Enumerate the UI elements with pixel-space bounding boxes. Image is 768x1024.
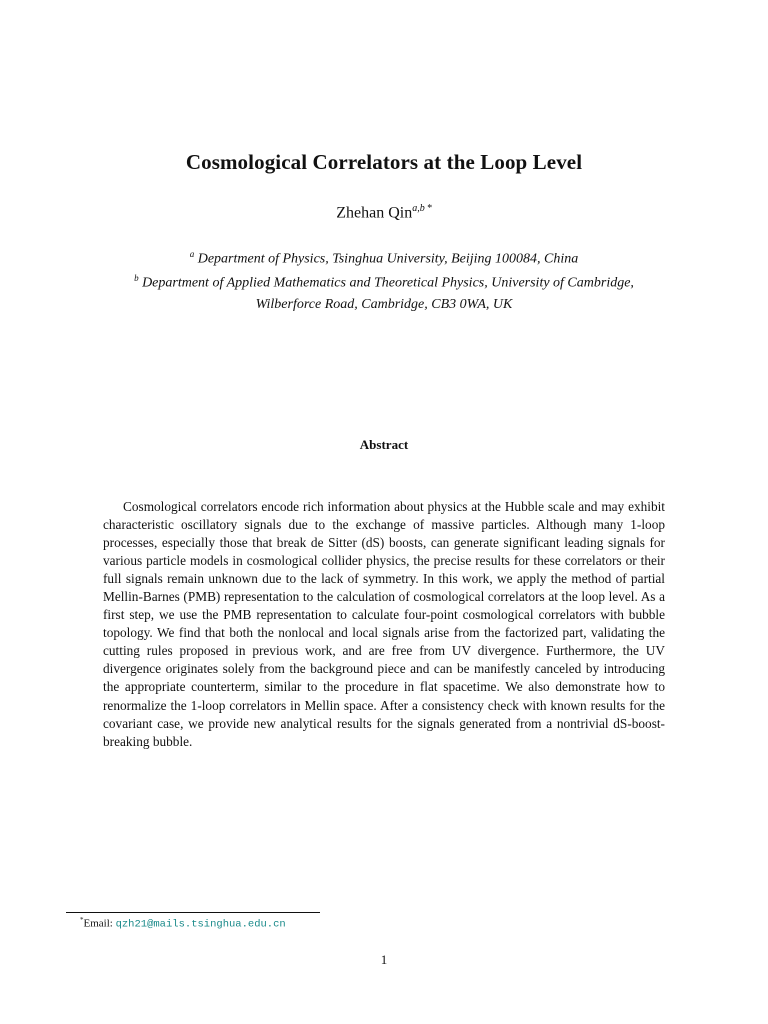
abstract-body: Cosmological correlators encode rich information about physics at the Hubble scale and may exhibit characteristic oscillatory signals due to the exchange of massive particles. Although many 1-loop processes, especially those that break de Sitter (dS) boosts, can generate significant leading signals for various particle models in cosmological collider physics, the precise results for these correlators or their full signals remain unknown due to the lack of symmetry. In this work, we apply the method of partial Mellin-Barnes (PMB) representation to the calculation of cosmological correlators at the loop level. As a first step, we use the PMB representation to calculate four-point cosmological correlators with bubble topology. We find that both the nonlocal and local signals arise from the factorized part, validating the cutting rules proposed in previous work, and are free from UV divergence. Furthermore, the UV divergence originates solely from the background piece and can be manifestly canceled by introducing the appropriate counterterm, similar to the procedure in flat spacetime. We also demonstrate how to renormalize the 1-loop correlators in Mellin space. After a consistency check with known results for the covariant case, we provide new analytical results for the signals generated from a nontrivial dS-boost-breaking bubble.: [103, 499, 665, 749]
author-line: [0, 203, 768, 222]
footnote: [80, 916, 286, 931]
affiliation-b-text: Department of Applied Mathematics and Theoretical Physics, University of Cambridge,: [142, 275, 634, 291]
footnote-mark: *: [80, 916, 84, 924]
author-affiliation-marks: a,b *: [412, 203, 432, 214]
page-number: 1: [380, 952, 388, 967]
affiliation-b-continuation: Wilberforce Road, Cambridge, CB3 0WA, UK: [255, 297, 513, 312]
email-link[interactable]: qzh21@mails.tsinghua.edu.cn: [115, 918, 286, 931]
abstract-heading: Abstract: [359, 437, 409, 452]
footnote-rule: [66, 912, 320, 913]
footnote-label: Email:: [83, 917, 113, 930]
affiliation-b-mark: b: [134, 273, 139, 283]
affiliation-a: [0, 249, 768, 268]
paper-title: Cosmological Correlators at the Loop Level: [185, 150, 583, 174]
affiliation-a-mark: a: [189, 249, 195, 259]
author-name: Zhehan Qin: [336, 204, 413, 222]
affiliation-b: [0, 273, 768, 292]
affiliation-a-text: Department of Physics, Tsinghua University, Beijing 100084, China: [197, 251, 579, 267]
